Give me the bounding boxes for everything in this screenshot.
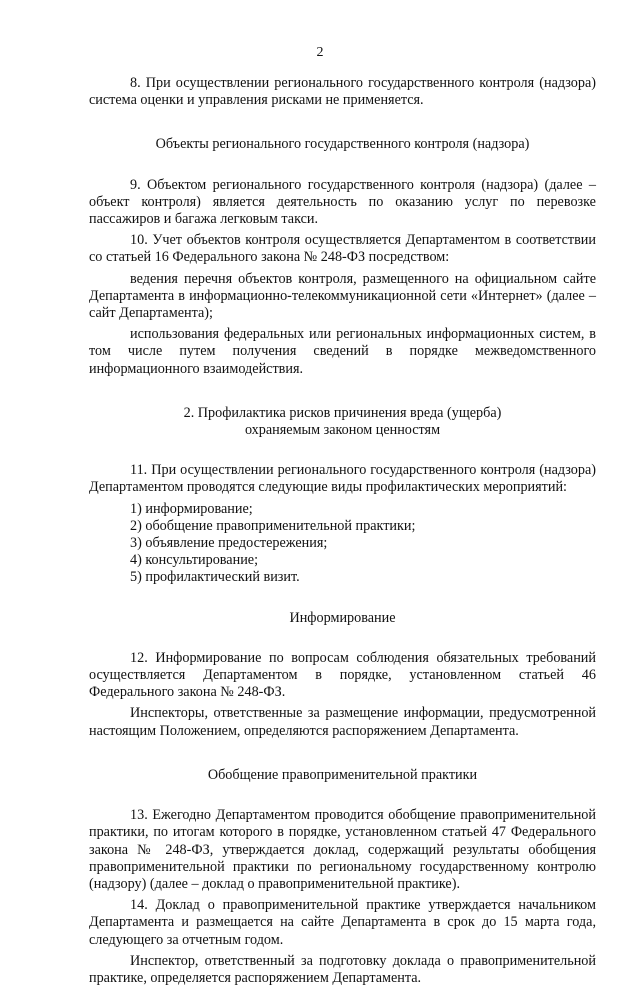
list-item: 5) профилактический визит. (130, 569, 300, 586)
paragraph-14b: Инспектор, ответственный за подготовку доклада о правоприменительной практике, определяется распоряжением Департамента. (89, 952, 596, 986)
heading-section-2-line-2: охраняемым законом ценностям (244, 422, 441, 439)
paragraph-12: 12. Информирование по вопросам соблюдения обязательных требований осуществляется Департаментом в порядке, установленном статьей 46 Федерального закона № 248-ФЗ. (89, 649, 596, 701)
list-item: 1) информирование; (130, 500, 253, 517)
paragraph-8: 8. При осуществлении регионального государственного контроля (надзора) система оценки и управления рисками не применяется. (89, 75, 596, 109)
list-item: 2) обобщение правоприменительной практики; (130, 517, 416, 534)
list-item: 3) объявление предостережения; (130, 535, 328, 552)
paragraph-12b: Инспекторы, ответственные за размещение информации, предусмотренной настоящим Положением, определяются распоряжением Департамента. (89, 705, 596, 739)
paragraph-9: 9. Объектом регионального государственного контроля (надзора) (далее – объект контроля) является деятельность по оказанию услуг по перевозке пассажиров и багажа легковым такси. (89, 176, 596, 228)
paragraph-10: 10. Учет объектов контроля осуществляется Департаментом в соответствии со статьей 16 Федерального закона № 248-ФЗ посредством: (89, 232, 596, 266)
paragraph-10a: ведения перечня объектов контроля, размещенного на официальном сайте Департамента в информационно-телекоммуникационной сети «Интернет» (далее – сайт Департамента); (89, 270, 596, 322)
paragraph-13: 13. Ежегодно Департаментом проводится обобщение правоприменительной практики, по итогам которого в порядке, установленном статьей 47 Федерального закона № 248-ФЗ, утверждается доклад, содержащий результаты обобщения правоприменительной практики по региональному государственному контролю (надзору) (далее – доклад о правоприменительной практике). (89, 807, 596, 892)
paragraph-14: 14. Доклад о правоприменительной практике утверждается начальником Департамента и размещается на сайте Департамента в срок до 15 марта года, следующего за отчетным годом. (89, 897, 596, 948)
document-body (89, 75, 596, 991)
heading-section-2-line-1: 2. Профилактика рисков причинения вреда (ущерба) (183, 404, 502, 421)
heading-objects: Объекты регионального государственного контроля (надзора) (155, 136, 530, 153)
prevention-measures-list (89, 501, 596, 587)
heading-practice: Обобщение правоприменительной практики (207, 766, 478, 783)
paragraph-11: 11. При осуществлении регионального государственного контроля (надзора) Департаментом проводятся следующие виды профилактических мероприятий: (89, 462, 596, 496)
list-item: 4) консультирование; (130, 552, 259, 569)
paragraph-10b: использования федеральных или региональных информационных систем, в том числе путем получения сведений в порядке межведомственного информационного взаимодействия. (89, 326, 596, 377)
page-number: 2 (316, 45, 324, 60)
heading-informing: Информирование (289, 609, 396, 626)
